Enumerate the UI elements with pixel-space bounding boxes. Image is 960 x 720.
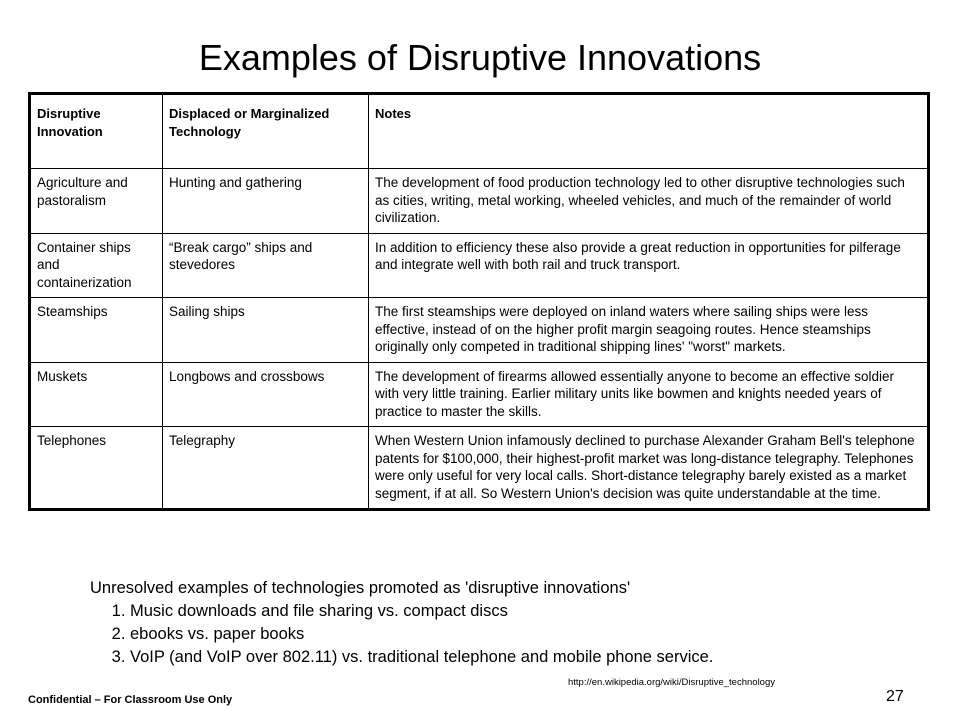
cell-innovation: Telephones: [31, 427, 163, 509]
confidential-notice: Confidential – For Classroom Use Only: [28, 694, 233, 706]
cell-innovation: Container ships and containerization: [31, 233, 163, 298]
page-number: 27: [886, 688, 904, 705]
table-row: [31, 427, 928, 509]
cell-notes: In addition to efficiency these also provide a great reduction in opportunities for pilferage and integrate well with both rail and truck transport.: [369, 233, 928, 298]
header-disruptive-innovation: Disruptive Innovation: [31, 95, 163, 169]
cell-innovation: Steamships: [31, 298, 163, 363]
cell-notes: When Western Union infamously declined to purchase Alexander Graham Bell's telephone patents for $100,000, their highest-profit market was long-distance telegraphy. Telephones were only useful for very local calls. Short-distance telegraphy barely existed as a market segment, if at all. So Western Union's decision was quite understandable at the time.: [369, 427, 928, 509]
unresolved-examples: [90, 577, 910, 669]
table-row: [31, 298, 928, 363]
cell-innovation: Muskets: [31, 362, 163, 427]
cell-displaced: Telegraphy: [163, 427, 369, 509]
table-row: [31, 233, 928, 298]
cell-displaced: Hunting and gathering: [163, 169, 369, 234]
table-header-row: [31, 95, 928, 169]
header-notes: Notes: [369, 95, 928, 169]
unresolved-intro: Unresolved examples of technologies promoted as 'disruptive innovations': [90, 579, 631, 597]
list-item: 1. Music downloads and file sharing vs. compact discs: [130, 600, 910, 623]
unresolved-list: [90, 600, 910, 669]
table-row: [31, 362, 928, 427]
cell-notes: The development of firearms allowed essentially anyone to become an effective soldier with very little training. Earlier military units like bowmen and knights needed years of practice to master the skills.: [369, 362, 928, 427]
innovations-table: [28, 92, 930, 511]
cell-displaced: Longbows and crossbows: [163, 362, 369, 427]
list-item: 2. ebooks vs. paper books: [130, 623, 910, 646]
cell-innovation: Agriculture and pastoralism: [31, 169, 163, 234]
list-item: 3. VoIP (and VoIP over 802.11) vs. traditional telephone and mobile phone service.: [130, 646, 910, 669]
header-displaced-technology: Displaced or Marginalized Technology: [163, 95, 369, 169]
cell-displaced: Sailing ships: [163, 298, 369, 363]
cell-displaced: “Break cargo” ships and stevedores: [163, 233, 369, 298]
slide-title: Examples of Disruptive Innovations: [198, 37, 762, 78]
cell-notes: The first steamships were deployed on inland waters where sailing ships were less effective, instead of on the higher profit margin seagoing routes. Hence steamships originally only competed in traditional shipping lines' "worst" markets.: [369, 298, 928, 363]
source-url: http://en.wikipedia.org/wiki/Disruptive_technology: [568, 677, 775, 688]
table-row: [31, 169, 928, 234]
cell-notes: The development of food production technology led to other disruptive technologies such as cities, writing, metal working, wheeled vehicles, and much of the remainder of world civilization.: [369, 169, 928, 234]
